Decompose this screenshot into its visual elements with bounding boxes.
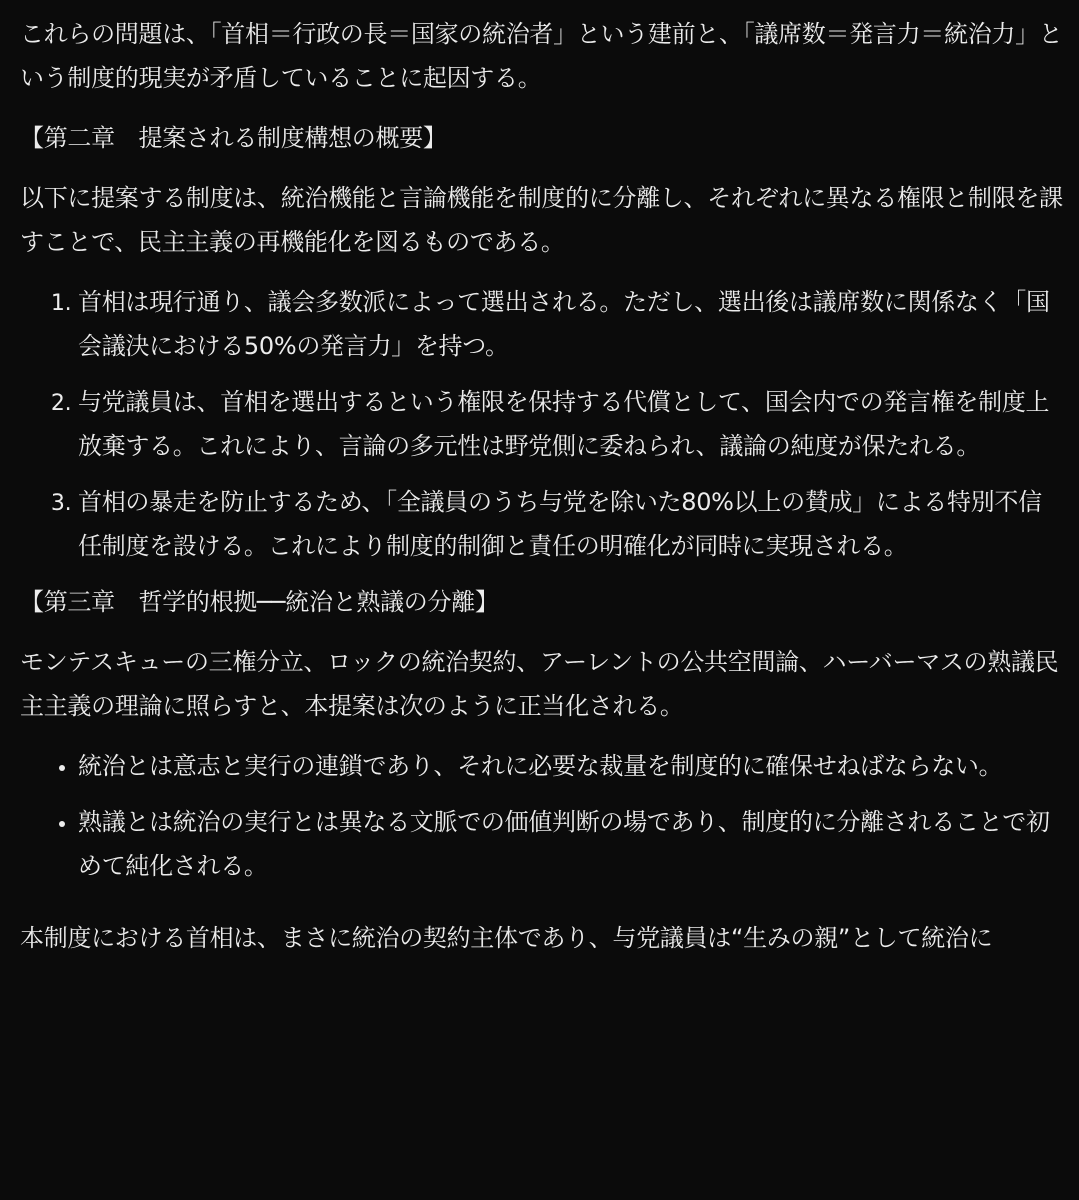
intro-paragraph: これらの問題は、「首相＝行政の長＝国家の統治者」という建前と、「議席数＝発言力＝統治力」という制度的現実が矛盾していることに起因する。 — [20, 20, 1063, 92]
closing-paragraph: 本制度における首相は、まさに統治の契約主体であり、与党議員は“生みの親”として統治に — [20, 924, 993, 952]
list-item: • 熟議とは統治の実行とは異なる文脈での価値判断の場であり、制度的に分離されることで初めて純化される。 — [78, 800, 1065, 888]
list-item: 2. 与党議員は、首相を選出するという権限を保持する代償として、国会内での発言権を制度上放棄する。これにより、言論の多元性は野党側に委ねられ、議論の純度が保たれる。 — [78, 380, 1065, 468]
proposal-numbered-list — [20, 280, 1065, 568]
list-item: 3. 首相の暴走を防止するため、「全議員のうち与党を除いた80%以上の賛成」による特別不信任制度を設ける。これにより制度的制御と責任の明確化が同時に実現される。 — [78, 480, 1065, 568]
chapter-2-heading: 【第二章 提案される制度構想の概要】 — [20, 124, 447, 152]
list-item: • 統治とは意志と実行の連鎖であり、それに必要な裁量を制度的に確保せねばならない。 — [78, 744, 1065, 788]
chapter-2-paragraph: 以下に提案する制度は、統治機能と言論機能を制度的に分離し、それぞれに異なる権限と制限を課すことで、民主主義の再機能化を図るものである。 — [20, 184, 1063, 256]
justification-bullet-list — [20, 744, 1065, 888]
list-item: 1. 首相は現行通り、議会多数派によって選出される。ただし、選出後は議席数に関係なく「国会議決における50%の発言力」を持つ。 — [78, 280, 1065, 368]
chapter-3-heading: 【第三章 哲学的根拠──統治と熟議の分離】 — [20, 588, 499, 616]
chapter-3-paragraph: モンテスキューの三権分立、ロックの統治契約、アーレントの公共空間論、ハーバーマスの熟議民主主義の理論に照らすと、本提案は次のように正当化される。 — [20, 648, 1059, 720]
